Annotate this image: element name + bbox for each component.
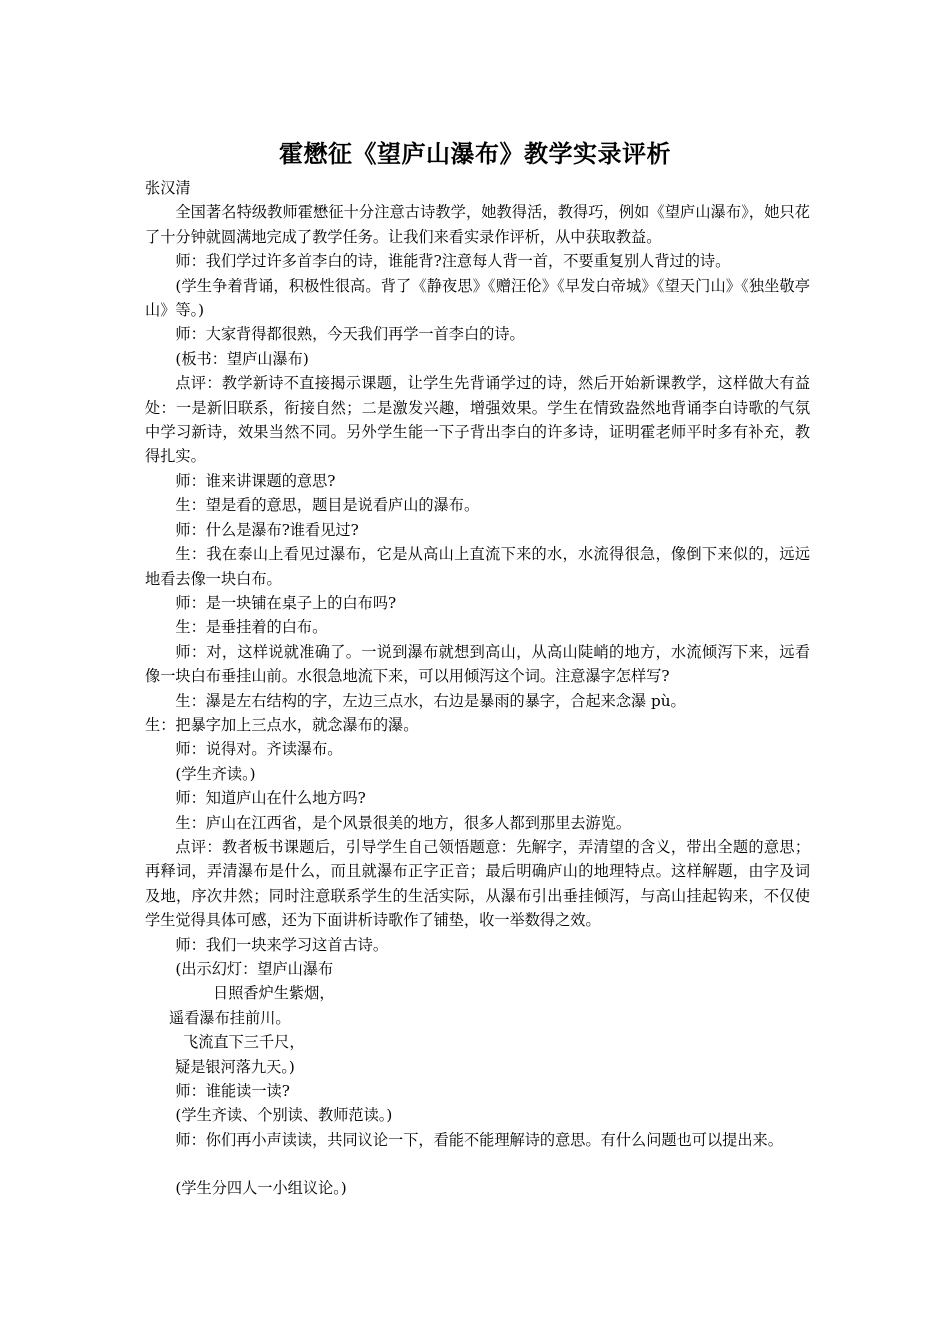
paragraph: 师：谁来讲课题的意思? [175,471,336,490]
blank-line [145,1152,810,1176]
paragraph: (板书：望庐山瀑布) [175,349,309,368]
poem-line: 遥看瀑布挂前川。 [169,1008,291,1027]
paragraph: 师：说得对。齐读瀑布。 [175,740,343,759]
paragraph: (出示幻灯：望庐山瀑布 [175,960,334,978]
paragraph: 师：对，这样说就准确了。一说到瀑布就想到高山，从高山陡峭的地方，水流倾泻下来，远看像一块白布垂挂山前。水很急地流下来，可以用倾泻这个词。注意瀑字怎样写? [145,642,810,686]
paragraph: (学生齐读。) [175,764,256,783]
paragraph: 师：你们再小声读读，共同议论一下，看能不能理解诗的意思。有什么问题也可以提出来。 [175,1130,783,1149]
commentary-paragraph: 点评：教者板书课题后，引导学生自己领悟题意：先解字，弄清望的含义，带出全题的意思；再释词，弄清瀑布是什么，而且就瀑布正字正音；最后明确庐山的地理特点。这样解题，由字及词及地，序次井然；同时注意联系学生的生活实际，从瀑布引出垂挂倾泻，与高山挂起钩来，不仅使学生觉得具体可感，还为下面讲析诗歌作了铺垫，收一举数得之效。 [145,837,810,930]
poem-line: 飞流直下三千尺， [183,1033,305,1052]
paragraph: 师：谁能读一读? [175,1082,290,1101]
poem-line: 疑是银河落九天。) [175,1057,295,1076]
poem-line: 日照香炉生紫烟， [213,984,335,1003]
paragraph: 生：庐山在江西省，是个风景很美的地方，很多人都到那里去游览。 [175,813,632,832]
paragraph: 生：是垂挂着的白布。 [175,618,328,637]
paragraph: (学生争着背诵，积极性很高。背了《静夜思》《赠汪伦》《早发白帝城》《望天门山》《独坐敬亭山》等。) [145,276,810,320]
paragraph: 全国著名特级教师霍懋征十分注意古诗教学，她教得活，教得巧，例如《望庐山瀑布》，她只花了十分钟就圆满地完成了教学任务。让我们来看实录作评析，从中获取教益。 [145,203,810,246]
commentary-paragraph: 点评：教学新诗不直接揭示课题，让学生先背诵学过的诗，然后开始新课教学，这样做大有益处：一是新旧联系，衔接自然；二是激发兴趣，增强效果。学生在情致盎然地背诵李白诗歌的气氛中学习新诗，效果当然不同。另外学生能一下子背出李白的许多诗，证明霍老师平时多有补充，教得扎实。 [145,374,810,466]
paragraph: (学生齐读、个别读、教师范读。) [175,1106,393,1125]
paragraph: 生：我在泰山上看见过瀑布，它是从高山上直流下来的水，水流得很急，像倒下来似的，远远地看去像一块白布。 [145,545,810,588]
paragraph: (学生分四人一小组议论。) [175,1179,347,1198]
paragraph: 师：知道庐山在什么地方吗? [175,789,366,808]
document-body [145,176,810,1201]
paragraph: 生：把暴字加上三点水，就念瀑布的瀑。 [145,715,419,734]
paragraph: 师：是一块铺在桌子上的白布吗? [175,593,397,612]
paragraph: 师：什么是瀑布?谁看见过? [175,520,359,539]
document-title: 霍懋征《望庐山瀑布》教学实录评析 [279,139,671,168]
paragraph: 师：我们一块来学习这首古诗。 [175,935,389,954]
paragraph: 师：大家背得都很熟，今天我们再学一首李白的诗。 [175,325,525,344]
paragraph: 生：瀑是左右结构的字，左边三点水，右边是暴雨的暴字，合起来念瀑 pù。 [175,691,686,710]
author-line: 张汉清 [145,179,191,197]
paragraph: 师：我们学过许多首李白的诗，谁能背?注意每人背一首，不要重复别人背过的诗。 [175,252,731,271]
paragraph: 生：望是看的意思，题目是说看庐山的瀑布。 [175,496,480,515]
